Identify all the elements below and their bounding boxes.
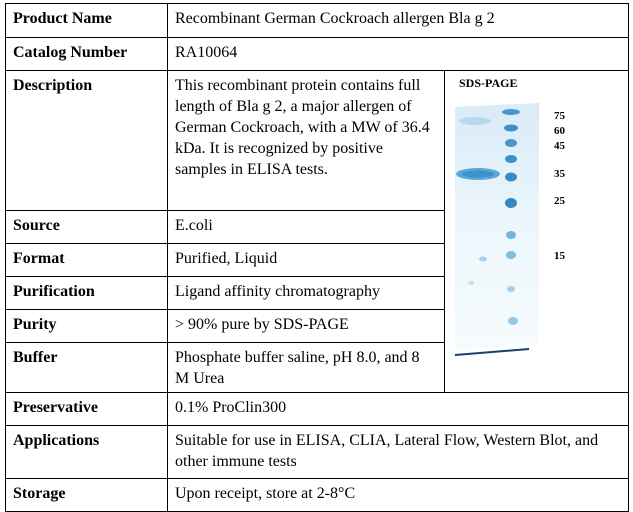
gel-spot bbox=[468, 281, 474, 285]
table-row bbox=[6, 426, 629, 479]
row-label: Description bbox=[6, 71, 168, 211]
row-label: Storage bbox=[6, 479, 168, 512]
gel-background bbox=[455, 103, 539, 351]
row-label: Format bbox=[6, 244, 168, 277]
row-value: RA10064 bbox=[168, 38, 629, 71]
marker-band-10 bbox=[507, 286, 515, 292]
table-row bbox=[6, 38, 629, 71]
row-label: Purity bbox=[6, 310, 168, 343]
row-value: This recombinant protein contains full length of Bla g 2, a major allergen of German Cockroach, with a MW of 36.4 kDa. It is recognized by positive samples in ELISA tests. bbox=[168, 71, 445, 211]
sds-page-gel-panel bbox=[445, 71, 629, 393]
row-value: 0.1% ProClin300 bbox=[168, 393, 629, 426]
gel-title: SDS-PAGE bbox=[459, 76, 518, 90]
product-spec-table bbox=[5, 3, 629, 512]
mw-marker-label: 25 bbox=[554, 195, 565, 207]
row-label: Applications bbox=[6, 426, 168, 479]
marker-band-15 bbox=[506, 251, 516, 259]
marker-band-40 bbox=[505, 155, 517, 163]
marker-band-low bbox=[508, 317, 518, 325]
row-value: Purified, Liquid bbox=[168, 244, 445, 277]
marker-band-25 bbox=[505, 198, 517, 208]
gel-spot bbox=[479, 257, 487, 262]
mw-marker-label: 45 bbox=[554, 140, 565, 152]
row-value: E.coli bbox=[168, 211, 445, 244]
row-label: Preservative bbox=[6, 393, 168, 426]
row-value: Ligand affinity chromatography bbox=[168, 277, 445, 310]
sample-band-core bbox=[462, 171, 494, 178]
row-value: Recombinant German Cockroach allergen Bla g 2 bbox=[168, 4, 629, 38]
row-value: Upon receipt, store at 2-8°C bbox=[168, 479, 629, 512]
table-row bbox=[6, 71, 629, 211]
marker-band-45 bbox=[505, 139, 517, 147]
row-label: Source bbox=[6, 211, 168, 244]
mw-marker-label: 35 bbox=[554, 168, 565, 180]
row-value: Suitable for use in ELISA, CLIA, Lateral Flow, Western Blot, and other immune tests bbox=[168, 426, 629, 479]
marker-band-35 bbox=[505, 173, 517, 182]
gel-svg bbox=[453, 93, 623, 383]
mw-marker-label: 60 bbox=[554, 125, 565, 137]
row-label: Purification bbox=[6, 277, 168, 310]
table-row bbox=[6, 4, 629, 38]
mw-marker-label: 75 bbox=[554, 110, 565, 122]
marker-band-75 bbox=[502, 109, 520, 115]
marker-band-20 bbox=[506, 231, 516, 239]
table-row bbox=[6, 479, 629, 512]
row-label: Catalog Number bbox=[6, 38, 168, 71]
row-label: Buffer bbox=[6, 343, 168, 393]
row-value: > 90% pure by SDS-PAGE bbox=[168, 310, 445, 343]
gel-smear bbox=[459, 117, 491, 125]
gel-image bbox=[453, 93, 623, 383]
row-value: Phosphate buffer saline, pH 8.0, and 8 M Urea bbox=[168, 343, 445, 393]
row-label: Product Name bbox=[6, 4, 168, 38]
marker-band-60 bbox=[504, 125, 518, 132]
mw-marker-label: 15 bbox=[554, 250, 565, 262]
table-row bbox=[6, 393, 629, 426]
